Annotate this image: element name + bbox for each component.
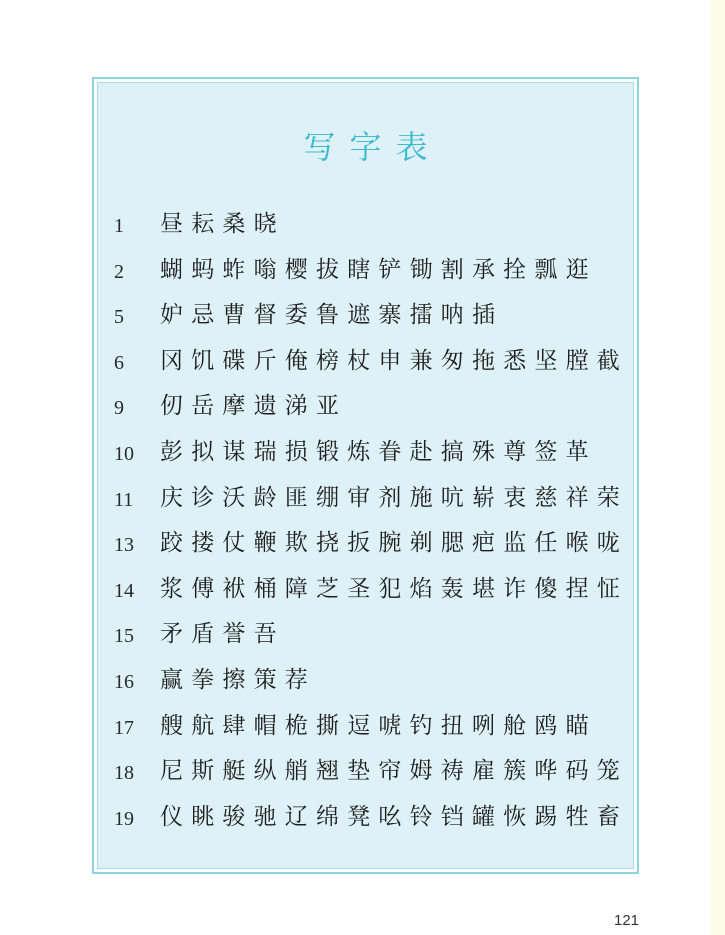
lesson-number: 5: [114, 306, 124, 329]
lesson-number: 1: [114, 215, 124, 237]
lesson-row: [98, 615, 633, 661]
lesson-row: [98, 296, 633, 342]
lesson-characters: 庆诊沃龄匪绷审剂施吭崭衷慈祥荣: [160, 484, 628, 511]
lesson-row: [98, 707, 633, 753]
lesson-characters: 跤搂仗鞭欺挠扳腕剃腮疤监任喉咙: [160, 530, 628, 557]
lesson-number: 9: [114, 397, 124, 420]
lesson-number: 16: [114, 670, 134, 693]
lesson-characters: 艘航肆帽桅撕逗唬钓扭咧舱鸥瞄: [160, 712, 597, 739]
lesson-row: [98, 251, 633, 297]
lesson-row: [98, 661, 633, 707]
lesson-row: [98, 479, 633, 525]
lesson-number: 11: [114, 488, 134, 511]
lesson-number: 15: [114, 625, 134, 648]
lesson-characters: 蝴蚂蚱嗡樱拔瞎铲锄割承拴瓢逛: [160, 256, 597, 283]
lesson-row: [98, 433, 633, 479]
page-number: 121: [614, 912, 640, 929]
lesson-row: [98, 387, 633, 433]
lesson-number: 18: [114, 762, 134, 785]
lesson-row: [98, 752, 633, 798]
lesson-row: [98, 798, 633, 844]
word-table-panel: [97, 82, 634, 869]
lesson-characters: 尼斯艇纵艄翘垫帘姆祷雇簇哗码笼: [160, 758, 628, 785]
lesson-number: 14: [114, 579, 134, 602]
lesson-number: 10: [114, 442, 134, 465]
lesson-characters: 矛盾誉吾: [160, 621, 285, 648]
word-table-frame: [92, 77, 639, 874]
lesson-row: [98, 570, 633, 616]
lesson-number: 6: [114, 351, 124, 374]
lesson-characters: 彭拟谋瑞损锻炼眷赴搞殊尊签革: [160, 438, 597, 465]
page-edge-strip: [711, 0, 725, 935]
lesson-row: [98, 524, 633, 570]
lesson-number: 2: [114, 260, 124, 283]
lesson-number: 19: [114, 807, 134, 830]
lesson-number: 17: [114, 716, 134, 739]
lesson-characters: 妒忌曹督委鲁遮寨擂呐插: [160, 302, 504, 329]
lesson-characters: 昼耘桑晓: [160, 211, 285, 237]
lesson-characters: 冈饥碟斤俺榜杖申兼匆拖悉坚膛截: [160, 347, 628, 374]
lesson-characters: 浆傅袱桶障芝圣犯焰轰堪诈傻捏怔: [160, 575, 628, 602]
word-list: [98, 205, 633, 843]
lesson-row: [98, 342, 633, 388]
lesson-characters: 赢拳擦策荐: [160, 666, 316, 693]
lesson-characters: 仞岳摩遗涕亚: [160, 393, 348, 420]
lesson-row: [98, 205, 633, 251]
page-title: 写字表: [303, 128, 442, 166]
lesson-number: 13: [114, 534, 134, 557]
lesson-characters: 仪眺骏驰辽绵凳吆铃铛罐恢踢牲畜: [160, 803, 628, 830]
